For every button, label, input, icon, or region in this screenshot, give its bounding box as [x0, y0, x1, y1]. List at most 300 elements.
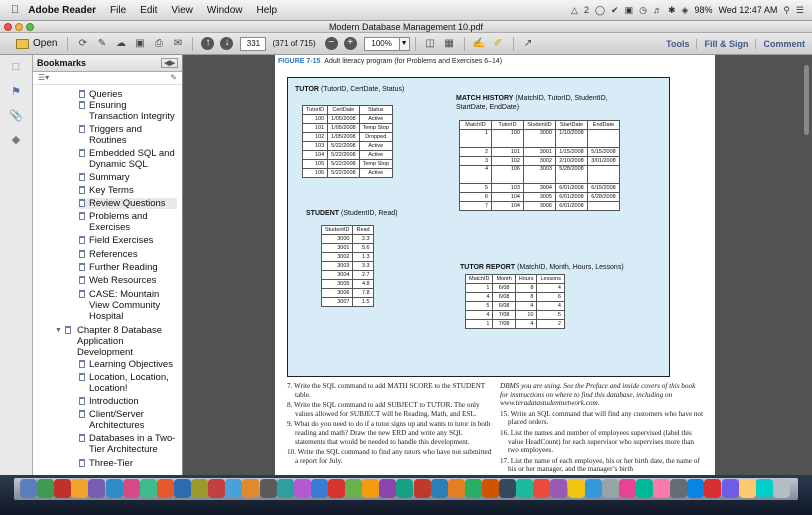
- dock-app-icon[interactable]: [225, 479, 242, 498]
- dock-app-icon[interactable]: [687, 479, 704, 498]
- column-header: Read: [353, 226, 373, 235]
- table-cell: 6/01/2008: [556, 202, 588, 211]
- table-cell: Active: [359, 169, 392, 178]
- dock-app-icon[interactable]: [20, 479, 37, 498]
- bookmark-item[interactable]: [79, 89, 177, 100]
- bookmark-icon: [79, 101, 85, 109]
- bookmark-item[interactable]: [79, 396, 177, 407]
- bookmark-label: Chapter 8 Database Application Development: [77, 325, 163, 358]
- bookmark-label: Client/Server Architectures: [89, 409, 145, 431]
- table-cell: 4: [515, 320, 537, 329]
- bookmark-label: Three-Tier: [89, 458, 133, 469]
- table-cell: 3005: [322, 280, 353, 289]
- table-cell: 1/05/2008: [328, 133, 359, 142]
- bookmarks-icon[interactable]: ⚑: [11, 86, 21, 98]
- bookmark-label: Triggers and Routines: [89, 124, 142, 146]
- open-label: Open: [33, 38, 58, 49]
- table-row: [303, 133, 393, 142]
- bookmark-label: Further Reading: [89, 262, 158, 273]
- menu-clock[interactable]: Wed 12:47 AM: [718, 5, 778, 15]
- menu-window[interactable]: Window: [198, 4, 235, 16]
- dock-app-icon[interactable]: [550, 479, 567, 498]
- new-bookmark-icon[interactable]: ✎: [170, 73, 177, 82]
- menu-help[interactable]: Help: [248, 4, 269, 16]
- app-menu[interactable]: Adobe Reader: [20, 4, 88, 16]
- table-cell: 5: [466, 302, 493, 311]
- table-row: [460, 157, 620, 166]
- dock-app-icon[interactable]: [362, 479, 379, 498]
- bookmark-icon: [79, 250, 85, 258]
- bookmark-icon: [79, 173, 85, 181]
- dock-app-icon[interactable]: [482, 479, 499, 498]
- sync-icon[interactable]: ◯: [594, 4, 606, 15]
- table-cell: 6/28/2008: [588, 193, 620, 202]
- bookmark-item[interactable]: [79, 148, 177, 170]
- table-row: [322, 244, 374, 253]
- table-row: [466, 302, 565, 311]
- create-pdf-icon[interactable]: ⟳: [78, 38, 88, 49]
- bookmarks-header: [33, 55, 182, 72]
- column-header: StartDate: [556, 121, 588, 130]
- student-table-title: STUDENT (StudentID, Read): [306, 210, 398, 217]
- dock-app-icon[interactable]: [431, 479, 448, 498]
- checkmark-icon[interactable]: ✔: [611, 4, 619, 15]
- window-title: Modern Database Management 10.pdf: [328, 22, 484, 32]
- dock-app-icon[interactable]: [191, 479, 208, 498]
- clock-icon[interactable]: ◷: [639, 4, 647, 15]
- table-cell: 104: [303, 151, 328, 160]
- table-cell: 5/28/2008: [556, 166, 588, 184]
- exercise-text: DBMS you are using. See the Preface and inside covers of this book for instructions on where to find this database, including on www.teradatastudentnetwork.com.: [500, 382, 696, 408]
- bookmark-icon: [79, 236, 85, 244]
- table-cell: 3001: [524, 148, 556, 157]
- dock-app-icon[interactable]: [653, 479, 670, 498]
- page-number-input[interactable]: 331: [240, 37, 266, 51]
- exercise-text: 17. List the name of each employee, his or her birth date, the name of his or her manager, and the manager’s birth: [500, 456, 700, 474]
- window-title-bar: [0, 21, 812, 33]
- open-button[interactable]: [16, 38, 57, 49]
- dock-app-icon[interactable]: [533, 479, 550, 498]
- bookmark-icon: [79, 199, 85, 207]
- exercise-text: 15. Write an SQL command that will find any customers who have not placed orders.: [500, 409, 704, 427]
- table-row: [303, 124, 393, 133]
- bookmark-item[interactable]: [79, 235, 177, 246]
- dock-app-icon[interactable]: [54, 479, 71, 498]
- next-page-button[interactable]: ↓: [220, 37, 233, 50]
- column-header: Lessons: [537, 275, 565, 284]
- table-row: [322, 253, 374, 262]
- bookmark-item[interactable]: [79, 100, 177, 122]
- dock-app-icon[interactable]: [242, 479, 259, 498]
- page-thumbnails-icon[interactable]: □: [12, 61, 20, 73]
- bookmark-label: Field Exercises: [89, 235, 154, 246]
- notification-badge: 2: [583, 5, 589, 15]
- bookmark-label: Databases in a Two-Tier Architecture: [89, 433, 176, 455]
- table-cell: [588, 130, 620, 148]
- dock-app-icon[interactable]: [106, 479, 123, 498]
- table-cell: 3: [460, 157, 492, 166]
- bookmark-icon: [79, 373, 85, 381]
- table-cell: 5.6: [353, 244, 373, 253]
- table-row: [466, 293, 565, 302]
- table-cell: 102: [492, 157, 524, 166]
- table-row: [466, 311, 565, 320]
- zoom-in-button[interactable]: +: [344, 37, 357, 50]
- dock-app-icon[interactable]: [499, 479, 516, 498]
- dock-app-icon[interactable]: [396, 479, 413, 498]
- zoom-out-button[interactable]: −: [325, 37, 338, 50]
- dock-app-icon[interactable]: [516, 479, 533, 498]
- dock-app-icon[interactable]: [739, 479, 756, 498]
- table-cell: Temp Stop: [359, 124, 392, 133]
- table-cell: 105: [303, 160, 328, 169]
- bookmark-icon: [79, 434, 85, 442]
- figure-caption: [278, 58, 502, 65]
- table-cell: 4: [537, 302, 565, 311]
- menu-file[interactable]: File: [101, 4, 118, 16]
- table-cell: 5/22/2008: [328, 151, 359, 160]
- dock-app-icon[interactable]: [294, 479, 311, 498]
- dock-app-icon[interactable]: [602, 479, 619, 498]
- volume-icon[interactable]: ♬: [652, 5, 662, 15]
- table-row: [460, 148, 620, 157]
- table-row: [322, 289, 374, 298]
- menu-view[interactable]: View: [163, 4, 185, 16]
- dock-app-icon[interactable]: [157, 479, 174, 498]
- status-area: [571, 5, 812, 16]
- bookmark-label: Introduction: [89, 396, 139, 407]
- bookmark-icon: [79, 263, 85, 271]
- bookmark-item[interactable]: [79, 185, 177, 196]
- bookmark-icon: [79, 149, 85, 157]
- bookmark-icon: [79, 276, 85, 284]
- exercise-text: 16. List the names and number of employees supervised (label this value HeadCount) for each supervisor who supervises more than two employees.: [500, 428, 695, 455]
- table-cell: 3007: [322, 298, 353, 307]
- table-cell: 6/08: [493, 284, 515, 293]
- bluetooth-icon[interactable]: ✱: [667, 4, 676, 15]
- table-cell: 3005: [524, 193, 556, 202]
- column-header: StudentID: [524, 121, 556, 130]
- dock-app-icon[interactable]: [619, 479, 636, 498]
- dock-app-icon[interactable]: [379, 479, 396, 498]
- table-cell: 3.3: [353, 262, 373, 271]
- table-cell: 1/10/2008: [556, 130, 588, 148]
- menu-edit[interactable]: Edit: [131, 4, 150, 16]
- table-cell: 3003: [524, 166, 556, 184]
- wifi-icon[interactable]: ◈: [681, 4, 689, 15]
- bookmark-label: Key Terms: [89, 185, 134, 196]
- close-window-button[interactable]: [4, 23, 12, 31]
- bookmark-item[interactable]: [55, 325, 175, 358]
- column-header: StudentID: [322, 226, 353, 235]
- dock-app-icon[interactable]: [88, 479, 105, 498]
- bookmark-item[interactable]: [79, 458, 177, 469]
- bookmark-label: Location, Location, Location!: [89, 372, 169, 394]
- tutor-table: [302, 105, 393, 178]
- table-cell: 7/08: [493, 320, 515, 329]
- table-cell: 103: [303, 142, 328, 151]
- dock-app-icon[interactable]: [756, 479, 773, 498]
- table-cell: [588, 166, 620, 184]
- bookmark-item[interactable]: [79, 198, 177, 209]
- column-header: TutorID: [492, 121, 524, 130]
- bookmark-item[interactable]: [79, 289, 177, 322]
- table-row: [303, 151, 393, 160]
- table-row: [460, 184, 620, 193]
- table-cell: 3000: [322, 235, 353, 244]
- table-cell: 2/10/2008: [556, 157, 588, 166]
- dock-app-icon[interactable]: [328, 479, 345, 498]
- figure-title: Adult literacy program (for Problems and Exercises 6–14): [324, 58, 503, 65]
- bookmark-item[interactable]: [79, 275, 177, 286]
- table-row: [303, 142, 393, 151]
- expand-icon[interactable]: ↗: [523, 38, 533, 49]
- zoom-dropdown-chevron-icon[interactable]: ▼: [400, 37, 410, 51]
- dock-app-icon[interactable]: [71, 479, 88, 498]
- table-cell: 3002: [524, 157, 556, 166]
- screen-icon[interactable]: ▣: [624, 4, 634, 15]
- table-cell: 3004: [322, 271, 353, 280]
- table-cell: 3006: [322, 289, 353, 298]
- adobe-updates-icon[interactable]: △: [571, 4, 578, 15]
- page-count: (371 of 715): [272, 39, 316, 48]
- table-cell: 4.8: [353, 280, 373, 289]
- table-cell: 3006: [524, 202, 556, 211]
- table-cell: [588, 202, 620, 211]
- dock-app-icon[interactable]: [568, 479, 585, 498]
- table-cell: 6/15/2008: [588, 184, 620, 193]
- dock-app-icon[interactable]: [773, 479, 790, 498]
- table-cell: 4: [466, 293, 493, 302]
- bookmark-label: Queries: [89, 89, 123, 100]
- table-row: [460, 130, 620, 148]
- table-cell: 106: [492, 166, 524, 184]
- table-cell: 6/01/2008: [556, 193, 588, 202]
- dock-app-icon[interactable]: [414, 479, 431, 498]
- bookmarks-panel: [33, 55, 183, 475]
- dock-app-icon[interactable]: [277, 479, 294, 498]
- bookmark-item[interactable]: [79, 172, 177, 183]
- dock-app-icon[interactable]: [208, 479, 225, 498]
- disclosure-triangle-icon[interactable]: ▼: [55, 327, 62, 334]
- table-cell: 6: [460, 193, 492, 202]
- table-cell: 2.7: [353, 271, 373, 280]
- previous-page-button[interactable]: ↑: [201, 37, 214, 50]
- exercise-text: 7. Write the SQL command to add MATH SCORE to the STUDENT table.: [287, 382, 486, 399]
- email-icon[interactable]: ✉: [173, 38, 183, 49]
- table-cell: 7: [460, 202, 492, 211]
- bookmark-icon: [79, 186, 85, 194]
- bookmark-item[interactable]: [79, 262, 177, 273]
- bookmark-icon: [79, 90, 85, 98]
- battery-percent[interactable]: 98%: [694, 5, 713, 15]
- table-cell: Temp Stop: [359, 160, 392, 169]
- fit-page-icon[interactable]: ◫: [425, 38, 435, 49]
- table-cell: 6: [537, 293, 565, 302]
- document-canvas[interactable]: [183, 55, 812, 475]
- table-cell: 8: [515, 284, 537, 293]
- zoom-window-button[interactable]: [26, 23, 34, 31]
- column-header: EndDate: [588, 121, 620, 130]
- table-row: [466, 284, 565, 293]
- dock-app-icon[interactable]: [704, 479, 721, 498]
- student-table: [321, 225, 374, 307]
- table-cell: 6/08: [493, 293, 515, 302]
- bookmark-icon: [79, 360, 85, 368]
- table-cell: 1/15/2008: [556, 148, 588, 157]
- comment-button[interactable]: Comment: [755, 39, 812, 49]
- bookmark-item[interactable]: [79, 433, 177, 455]
- column-header: MatchID: [466, 275, 493, 284]
- table-row: [322, 235, 374, 244]
- table-cell: 6/08: [493, 302, 515, 311]
- notification-center-icon[interactable]: ☰: [795, 4, 804, 15]
- menu-bar: [0, 0, 812, 21]
- table-cell: 103: [492, 184, 524, 193]
- bookmark-item[interactable]: [79, 359, 177, 370]
- table-cell: 10: [515, 311, 537, 320]
- table-cell: Active: [359, 115, 392, 124]
- bookmark-label: Problems and Exercises: [89, 211, 148, 233]
- dock-app-icon[interactable]: [670, 479, 687, 498]
- table-cell: 8: [515, 293, 537, 302]
- apple-menu-icon[interactable]: [11, 4, 19, 16]
- text-column-right: [500, 382, 705, 475]
- bookmark-label: References: [89, 249, 138, 260]
- figure-number: FIGURE 7-15: [278, 58, 321, 65]
- bookmark-item[interactable]: [79, 249, 177, 260]
- exercise-text: 10. Write the SQL command to find any tutors who have not submitted a report for July.: [287, 448, 492, 465]
- table-cell: 104: [492, 202, 524, 211]
- table-cell: 6/01/2008: [556, 184, 588, 193]
- bookmark-icon: [79, 397, 85, 405]
- dock-app-icon[interactable]: [37, 479, 54, 498]
- table-cell: Active: [359, 151, 392, 160]
- table-cell: 1/05/2008: [328, 115, 359, 124]
- match-history-table: [459, 120, 620, 211]
- table-cell: 5/15/2008: [588, 148, 620, 157]
- table-cell: 102: [303, 133, 328, 142]
- dock-app-icon[interactable]: [260, 479, 277, 498]
- bookmark-item[interactable]: [79, 372, 177, 394]
- table-cell: 104: [492, 193, 524, 202]
- table-row: [322, 298, 374, 307]
- dock-app-icon[interactable]: [636, 479, 653, 498]
- column-header: Status: [359, 106, 392, 115]
- cloud-icon[interactable]: ☁: [115, 38, 126, 49]
- tools-button[interactable]: Tools: [666, 38, 690, 49]
- print-icon[interactable]: ⎙: [154, 38, 163, 49]
- table-cell: 4: [460, 166, 492, 184]
- document-scrollbar[interactable]: [804, 65, 809, 135]
- table-row: [303, 169, 393, 178]
- column-header: Hours: [515, 275, 537, 284]
- table-cell: 7/08: [493, 311, 515, 320]
- table-cell: 5: [537, 311, 565, 320]
- collapse-panel-icon[interactable]: ◀▶: [161, 58, 178, 68]
- table-cell: 3001: [322, 244, 353, 253]
- column-header: TutorID: [303, 106, 328, 115]
- bookmark-icon: [79, 459, 85, 467]
- bookmark-label: Learning Objectives: [89, 359, 173, 370]
- dock-app-icon[interactable]: [465, 479, 482, 498]
- dock-app-icon[interactable]: [174, 479, 191, 498]
- figure-panel: [287, 77, 670, 377]
- dock-app-icon[interactable]: [123, 479, 140, 498]
- spotlight-search-icon[interactable]: ⚲: [783, 4, 790, 15]
- table-cell: 101: [303, 124, 328, 133]
- table-cell: 1/05/2008: [328, 124, 359, 133]
- tutor-report-table: [465, 274, 565, 329]
- dock-app-icon[interactable]: [311, 479, 328, 498]
- highlight-icon[interactable]: ✐: [493, 38, 503, 49]
- table-cell: 3004: [524, 184, 556, 193]
- bookmark-item[interactable]: [79, 124, 177, 146]
- sign-icon[interactable]: ✎: [97, 38, 107, 49]
- bookmark-options-icon[interactable]: ☰▾: [38, 73, 50, 82]
- table-cell: 4: [537, 284, 565, 293]
- attachments-icon[interactable]: 📎: [9, 110, 23, 122]
- table-row: [322, 280, 374, 289]
- table-cell: 4: [515, 302, 537, 311]
- table-cell: 5/22/2008: [328, 142, 359, 151]
- comment-icon[interactable]: ✍: [472, 38, 486, 49]
- bookmark-label: CASE: Mountain View Community Hospital: [89, 289, 161, 322]
- bookmark-icon: [79, 125, 85, 133]
- bookmark-label: Embedded SQL and Dynamic SQL: [89, 148, 175, 170]
- full-screen-icon[interactable]: ▦: [444, 38, 454, 49]
- tutor-table-title: TUTOR (TutorID, CertDate, Status): [295, 86, 405, 93]
- layers-icon[interactable]: ◆: [11, 134, 21, 146]
- table-cell: 5: [460, 184, 492, 193]
- table-cell: 3/01/2008: [588, 157, 620, 166]
- bookmark-icon: [65, 326, 71, 334]
- table-row: [303, 160, 393, 169]
- table-row: [322, 262, 374, 271]
- table-row: [460, 166, 620, 184]
- table-cell: 101: [492, 148, 524, 157]
- minimize-window-button[interactable]: [15, 23, 23, 31]
- exercise-text: 9. What do you need to do if a tutor signs up and wants to tutor in both reading and math? Draw the new ERD and write any SQL statements that would be needed to handle this development.: [287, 420, 491, 446]
- dock-app-icon[interactable]: [448, 479, 465, 498]
- exercise-text: 8. Write the SQL command to add SUBJECT to TUTOR. The only values allowed for SUBJECT will be Reading, Math, and ESL.: [287, 401, 480, 418]
- dock-app-icon[interactable]: [140, 479, 157, 498]
- bookmark-label: Web Resources: [89, 275, 157, 286]
- table-cell: 2: [460, 148, 492, 157]
- fill-sign-button[interactable]: Fill & Sign: [696, 39, 755, 49]
- column-header: CertDate: [328, 106, 359, 115]
- table-row: [460, 202, 620, 211]
- save-icon[interactable]: ▣: [135, 38, 145, 49]
- table-cell: 1.5: [353, 298, 373, 307]
- dock-app-icon[interactable]: [345, 479, 362, 498]
- table-cell: 5/22/2008: [328, 160, 359, 169]
- table-cell: 1: [466, 284, 493, 293]
- bookmark-label: Summary: [89, 172, 130, 183]
- bookmark-item[interactable]: [79, 409, 177, 431]
- dock-app-icon[interactable]: [722, 479, 739, 498]
- table-cell: 7.8: [353, 289, 373, 298]
- table-cell: 4: [466, 311, 493, 320]
- zoom-input[interactable]: 100%: [364, 37, 400, 51]
- dock-app-icon[interactable]: [585, 479, 602, 498]
- bookmark-item[interactable]: [79, 211, 177, 233]
- table-cell: 3002: [322, 253, 353, 262]
- table-cell: 3000: [524, 130, 556, 148]
- navigation-rail: [0, 55, 33, 475]
- text-column-left: [287, 382, 492, 467]
- column-header: MatchID: [460, 121, 492, 130]
